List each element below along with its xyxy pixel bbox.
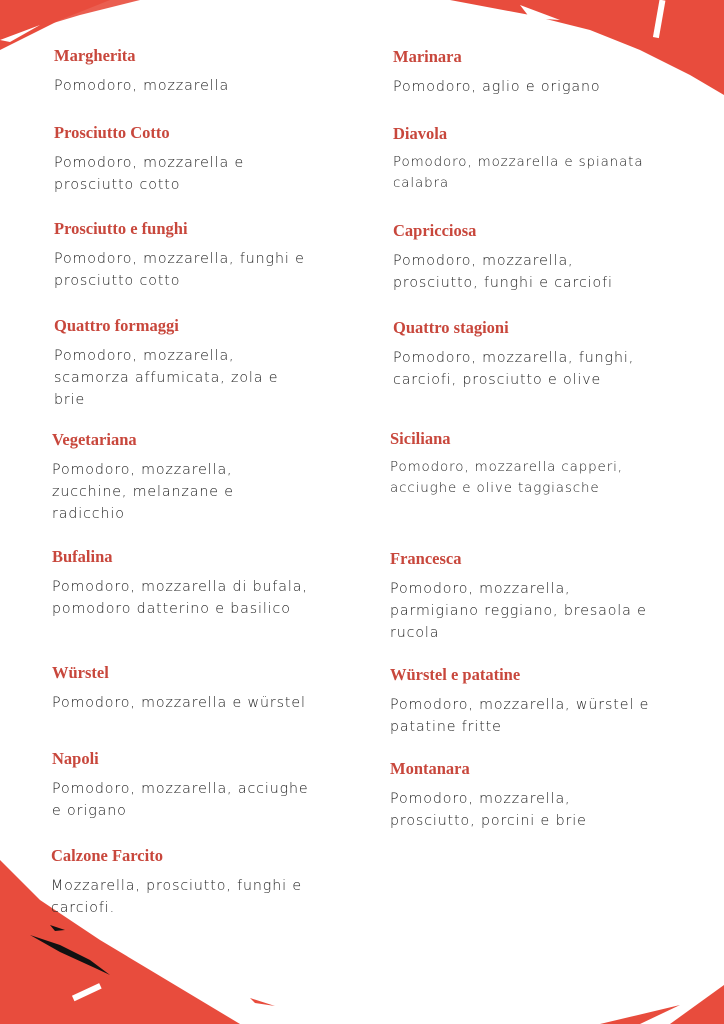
pizza-ingredients: Pomodoro, mozzarella, prosciutto, funghi e carciofi: [393, 253, 613, 291]
pizza-ingredients: Pomodoro, mozzarella, scamorza affumicata, zola e brie: [54, 348, 279, 408]
pizza-name: Napoli: [52, 749, 99, 768]
menu-item: [54, 316, 309, 411]
pizza-ingredients: Pomodoro, mozzarella, parmigiano reggiano, bresaola e rucola: [390, 581, 647, 641]
pizza-name: Bufalina: [52, 547, 113, 566]
menu-item: [52, 749, 322, 822]
menu-item: [54, 46, 324, 97]
pizza-name: Siciliana: [390, 429, 451, 448]
menu-item: [390, 759, 655, 832]
pizza-ingredients: Pomodoro, mozzarella, prosciutto, porcini e brie: [390, 791, 587, 829]
menu-item: [51, 846, 321, 919]
pizza-ingredients: Pomodoro, mozzarella: [54, 78, 230, 94]
pizza-ingredients: Pomodoro, mozzarella capperi, acciughe e olive taggiasche: [390, 460, 623, 496]
menu-item: [393, 221, 658, 294]
pizza-name: Margherita: [54, 46, 136, 65]
pizza-name: Vegetariana: [52, 430, 137, 449]
pizza-name: Quattro formaggi: [54, 316, 179, 335]
menu-item: [52, 430, 307, 525]
menu-item: [54, 219, 309, 292]
pizza-name: Capricciosa: [393, 221, 477, 240]
pizza-name: Marinara: [393, 47, 462, 66]
pizza-name: Calzone Farcito: [51, 846, 163, 865]
menu-item: [52, 663, 322, 714]
pizza-ingredients: Pomodoro, mozzarella, zucchine, melanzane e radicchio: [52, 462, 234, 522]
menu-item: [52, 547, 322, 620]
menu-item: [393, 47, 658, 98]
menu-item: [390, 549, 655, 644]
pizza-ingredients: Pomodoro, mozzarella e würstel: [52, 695, 306, 711]
pizza-name: Würstel e patatine: [390, 665, 521, 684]
pizza-name: Francesca: [390, 549, 462, 568]
pizza-name: Prosciutto Cotto: [54, 123, 170, 142]
pizza-ingredients: Pomodoro, mozzarella, würstel e patatine fritte: [390, 697, 650, 735]
pizza-ingredients: Pomodoro, aglio e origano: [393, 79, 601, 95]
pizza-name: Montanara: [390, 759, 470, 778]
pizza-ingredients: Pomodoro, mozzarella di bufala, pomodoro datterino e basilico: [52, 579, 308, 617]
pizza-ingredients: Pomodoro, mozzarella e prosciutto cotto: [54, 155, 245, 193]
pizza-ingredients: Pomodoro, mozzarella, funghi, carciofi, prosciutto e olive: [393, 350, 635, 388]
pizza-name: Quattro stagioni: [393, 318, 509, 337]
pizza-name: Würstel: [52, 663, 109, 682]
pizza-ingredients: Pomodoro, mozzarella, funghi e prosciutto cotto: [54, 251, 305, 289]
menu-item: [393, 318, 658, 391]
menu-item: [390, 429, 655, 499]
menu-item: [393, 124, 658, 194]
pizza-ingredients: Pomodoro, mozzarella, acciughe e origano: [52, 781, 309, 819]
pizza-name: Diavola: [393, 124, 448, 143]
pizza-ingredients: Pomodoro, mozzarella e spianata calabra: [393, 155, 644, 191]
menu-item: [54, 123, 324, 196]
menu-item: [390, 665, 655, 738]
pizza-ingredients: Mozzarella, prosciutto, funghi e carciofi.: [51, 878, 302, 916]
pizza-name: Prosciutto e funghi: [54, 219, 188, 238]
